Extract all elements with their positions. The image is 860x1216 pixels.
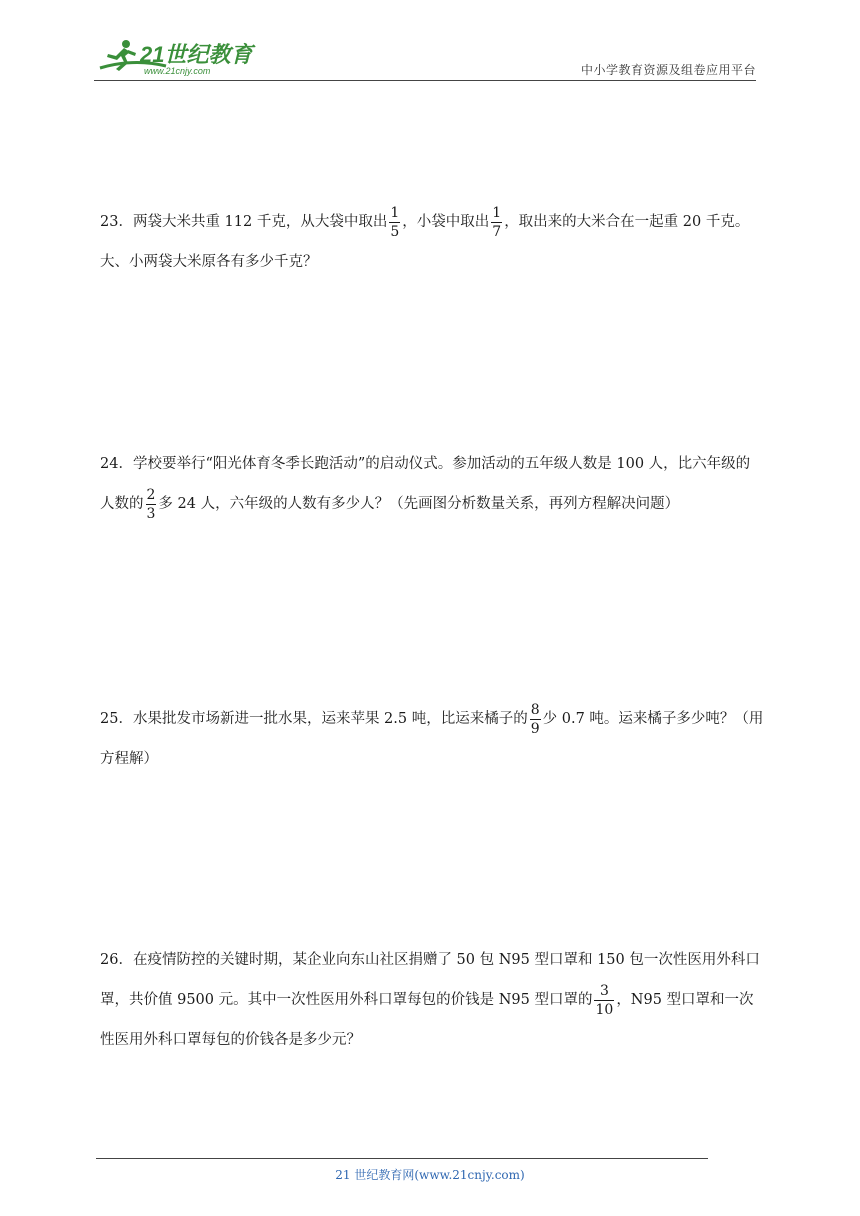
fraction: $\frac{3}{10}$ [595,982,614,1018]
question-text: 25．水果批发市场新进一批水果，运来苹果 2.5 吨，比运来橘子的 [100,711,528,727]
footer-link[interactable]: 21 世纪教育网(www.21cnjy.com) [335,1168,525,1182]
platform-tagline: 中小学教育资源及组卷应用平台 [580,63,756,77]
question-text: 少 0.7 吨。运来橘子多少吨？（用方程解） [100,711,764,767]
logo-url: www.21cnjy.com [144,66,211,76]
fraction: $\frac{1}{5}$ [390,204,400,240]
fraction: $\frac{2}{3}$ [146,486,156,522]
fraction: $\frac{1}{7}$ [492,204,502,240]
question-24 [100,444,764,524]
question-text: 多 24 人，六年级的人数有多少人？（先画图分析数量关系，再列方程解决问题） [158,496,680,512]
question-text: ，N95 型口罩和一次性医用外科口罩每包的价钱各是多少元？ [100,992,754,1048]
question-text: 23．两袋大米共重 112 千克，从大袋中取出 [100,214,388,230]
question-25 [100,699,764,779]
header-divider [94,80,756,81]
footer-divider [96,1158,708,1159]
question-text: 26．在疫情防控的关键时期，某企业向东山社区捐赠了 50 包 N95 型口罩和 150 包一次性医用外科口罩，共价值 9500 元。其中一次性医用外科口罩每包的价钱是 N95 型口罩的 [100,952,760,1008]
question-text: ，取出来的大米合在一起重 20 千克。大、小两袋大米原各有多少千克？ [100,214,750,270]
site-logo [94,36,264,78]
question-text: 24．学校要举行“阳光体育冬季长跑活动”的启动仪式。参加活动的五年级人数是 100 人，比六年级的人数的 [100,456,751,512]
logo-text: 21世纪教育 [140,42,253,67]
question-23 [100,202,764,282]
fraction: $\frac{8}{9}$ [530,701,540,737]
question-text: ，小袋中取出 [402,214,490,230]
question-26 [100,940,764,1060]
